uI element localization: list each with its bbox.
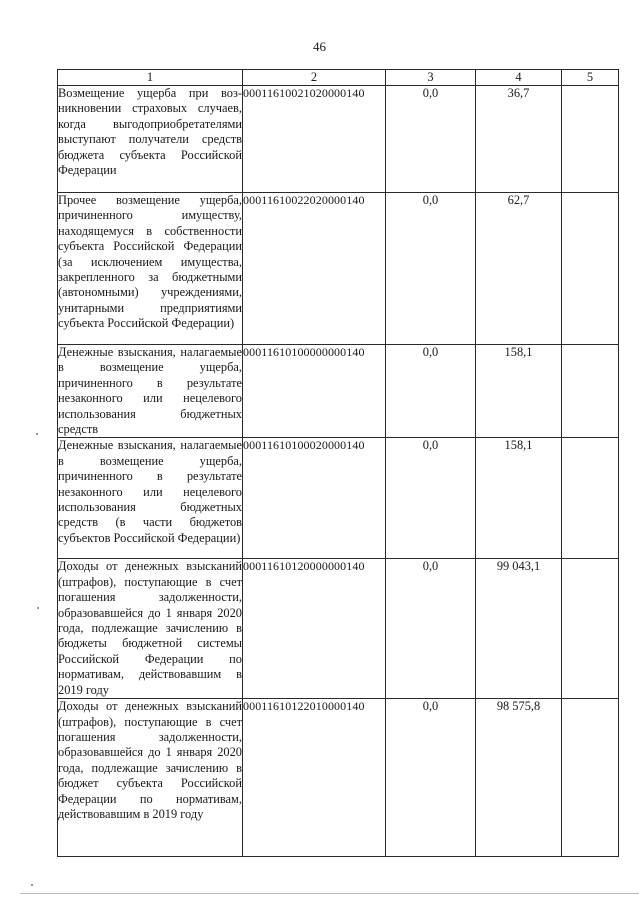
- row-value-col5: [562, 559, 619, 699]
- table-row: [58, 699, 619, 857]
- row-value-col4: 98 575,8: [476, 699, 562, 857]
- row-budget-code: 00011610021020000140: [243, 86, 386, 193]
- table-row: [58, 193, 619, 345]
- row-description: Возмещение ущерба при возникновении страховых случаев, когда выгодоприобретателями выступают получатели средств бюджета субъекта Российской Федерации: [58, 86, 243, 193]
- row-value-col4: 62,7: [476, 193, 562, 345]
- row-value-col3: 0,0: [386, 193, 476, 345]
- column-header-5: 5: [562, 70, 619, 86]
- budget-table: [57, 69, 619, 857]
- scan-speck: [36, 433, 38, 435]
- scan-edge-line: [20, 893, 639, 894]
- column-header-4: 4: [476, 70, 562, 86]
- table-row: [58, 438, 619, 559]
- column-header-2: 2: [243, 70, 386, 86]
- row-value-col5: [562, 438, 619, 559]
- row-budget-code: 00011610122010000140: [243, 699, 386, 857]
- row-budget-code: 00011610022020000140: [243, 193, 386, 345]
- table-row: [58, 345, 619, 438]
- row-description: Денежные взыскания, налагаемые в возмещение ущерба, причиненного в результате незаконного или нецелевого использования бюджетных средств: [58, 345, 242, 437]
- table-row: [58, 559, 619, 699]
- row-value-col5: [562, 86, 619, 193]
- page-number: 46: [313, 39, 326, 54]
- row-budget-code: 00011610100020000140: [243, 438, 386, 559]
- row-value-col4: 36,7: [476, 86, 562, 193]
- row-description: Прочее возмещение ущерба, причиненного имуществу, находящемуся в собственности субъекта Российской Федерации (за исключением имущества, закрепленного за бюджетными (автономными) учреждениями, унитарными предприятиями субъекта Российской Федерации): [58, 193, 243, 345]
- row-value-col5: [562, 699, 619, 857]
- row-value-col4: 158,1: [476, 438, 562, 559]
- row-description: Денежные взыскания, налагаемые в возмещение ущерба, причиненного в результате незаконного или нецелевого использования бюджетных средств (в части бюджетов субъектов Российской Федерации): [58, 438, 243, 559]
- row-value-col3: 0,0: [386, 559, 476, 699]
- row-value-col3: 0,0: [386, 438, 476, 559]
- row-budget-code: 00011610120000000140: [243, 559, 386, 699]
- column-header-3: 3: [386, 70, 476, 86]
- row-value-col5: [562, 345, 619, 438]
- row-value-col5: [562, 193, 619, 345]
- row-value-col4: 158,1: [476, 345, 562, 438]
- table-row: [58, 86, 619, 193]
- row-value-col3: 0,0: [386, 345, 476, 438]
- row-description: Доходы от денежных взысканий (штрафов), поступающие в счет погашения задолженности, образовавшейся до 1 января 2020 года, подлежащие зачислению в бюджет субъекта Российской Федерации по нормативам, действовавшим в 2019 году: [58, 699, 243, 857]
- scan-speck: [37, 607, 39, 609]
- table-header-row: [58, 70, 619, 86]
- row-value-col3: 0,0: [386, 86, 476, 193]
- row-value-col4: 99 043,1: [476, 559, 562, 699]
- row-value-col3: 0,0: [386, 699, 476, 857]
- row-description: Доходы от денежных взысканий (штрафов), поступающие в счет погашения задолженности, образовавшейся до 1 января 2020 года, подлежащие зачислению в бюджеты бюджетной системы Российской Федерации по нормативам, действовавшим в 2019 году: [58, 559, 242, 697]
- scan-speck: [31, 884, 33, 886]
- row-budget-code: 00011610100000000140: [243, 345, 386, 438]
- column-header-1: 1: [58, 70, 243, 86]
